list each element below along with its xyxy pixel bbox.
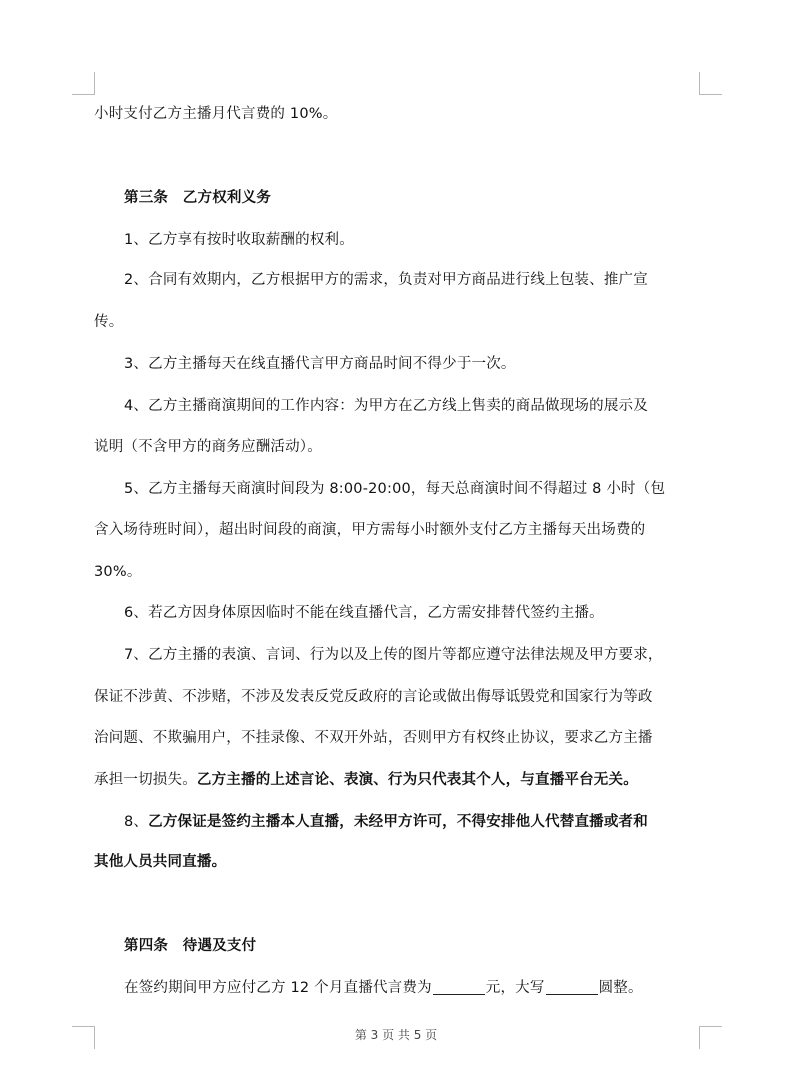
clause-7-line-3: 治问题、不欺骗用户，不挂录像、不双开外站，否则甲方有权终止协议，要求乙方主播 — [94, 730, 653, 746]
clause-2-line-2: 传。 — [94, 314, 124, 330]
clause-4-line-1: 4、乙方主播商演期间的工作内容：为甲方在乙方线上售卖的商品做现场的展示及 — [124, 398, 648, 414]
payment-text-1: 在签约期间甲方应付乙方 12 个月直播代言费为 — [124, 980, 432, 996]
clause-2-line-1: 2、合同有效期内，乙方根据甲方的需求，负责对甲方商品进行线上包装、推广宣 — [124, 272, 648, 288]
clause-5-line-2: 含入场待班时间），超出时间段的商演，甲方需每小时额外支付乙方主播每天出场费的 — [94, 522, 646, 538]
payment-line — [124, 978, 700, 998]
clause-5-line-1: 5、乙方主播每天商演时间段为 8:00-20:00，每天总商演时间不得超过 8 小时（包 — [124, 481, 666, 497]
clause-5-line-3: 30%。 — [94, 564, 142, 580]
corner-mark-top-right — [699, 72, 722, 95]
clause-7-line-4 — [94, 770, 700, 790]
clause-8-bold-text: 乙方保证是签约主播本人直播，未经甲方许可，不得安排他人代替直播或者和 — [148, 814, 648, 830]
clause-8-number: 8、 — [124, 814, 149, 830]
clause-7-plain-text: 承担一切损失。 — [94, 772, 197, 788]
clause-8-line-1 — [124, 812, 700, 832]
page-number-footer: 第 3 页 共 5 页 — [354, 1028, 438, 1042]
section-heading-4: 第四条 待遇及支付 — [124, 938, 257, 954]
clause-7-line-1: 7、乙方主播的表演、言词、行为以及上传的图片等都应遵守法律法规及甲方要求， — [124, 647, 663, 663]
clause-4-line-2: 说明（不含甲方的商务应酬活动）。 — [94, 439, 322, 455]
clause-3: 3、乙方主播每天在线直播代言甲方商品时间不得少于一次。 — [124, 356, 516, 372]
amount-blank[interactable] — [433, 980, 485, 995]
payment-text-2: 元，大写 — [485, 980, 545, 996]
clause-8-line-2: 其他人员共同直播。 — [94, 854, 227, 870]
amount-in-words-blank[interactable] — [546, 980, 598, 995]
clause-1: 1、乙方享有按时收取薪酬的权利。 — [124, 232, 354, 248]
payment-text-3: 圆整。 — [598, 980, 643, 996]
clause-7-bold-text: 乙方主播的上述言论、表演、行为只代表其个人，与直播平台无关。 — [196, 772, 638, 788]
corner-mark-top-left — [72, 72, 95, 95]
clause-7-line-2: 保证不涉黄、不涉赌，不涉及发表反党反政府的言论或做出侮辱诋毁党和国家行为等政 — [94, 689, 653, 705]
section-heading-3: 第三条 乙方权利义务 — [124, 190, 271, 206]
clause-6: 6、若乙方因身体原因临时不能在线直播代言，乙方需安排替代签约主播。 — [124, 605, 604, 621]
text-line: 小时支付乙方主播月代言费的 10%。 — [94, 106, 338, 122]
